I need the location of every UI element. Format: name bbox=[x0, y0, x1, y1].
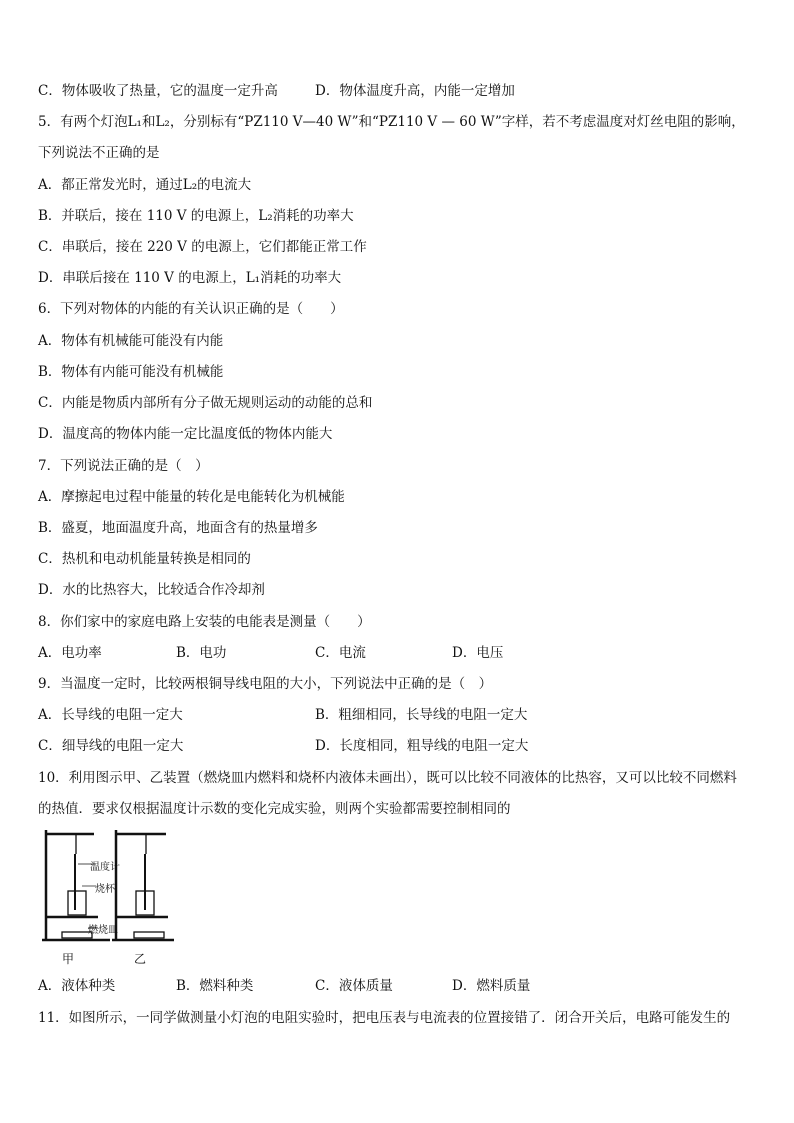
q6-option-d: D．温度高的物体内能一定比温度低的物体内能大 bbox=[38, 426, 333, 442]
q7-option-d: D．水的比热容大，比较适合作冷却剂 bbox=[38, 582, 265, 598]
q9-stem: 9．当温度一定时，比较两根铜导线电阻的大小，下列说法中正确的是（ ） bbox=[38, 676, 493, 692]
label-yi: 乙 bbox=[134, 952, 147, 966]
label-thermometer: 温度计 bbox=[90, 862, 120, 873]
q8-stem: 8．你们家中的家庭电路上安装的电能表是测量（ ） bbox=[38, 614, 371, 630]
q10-option-d: D．燃料质量 bbox=[452, 978, 531, 994]
q10-option-b: B．燃料种类 bbox=[176, 978, 254, 994]
q9-option-c: C．细导线的电阻一定大 bbox=[38, 738, 184, 754]
q10-stem-line1: 10．利用图示甲、乙装置（燃烧皿内燃料和烧杯内液体未画出），既可以比较不同液体的比热容，又可以比较不同燃料 bbox=[38, 770, 737, 786]
q10-option-c: C．液体质量 bbox=[315, 978, 393, 994]
q10-apparatus-drawing bbox=[38, 828, 178, 968]
q5-stem-line1: 5．有两个灯泡L₁和L₂，分别标有“PZ110 V—40 W”和“PZ110 V — 60 W”字样，若不考虑温度对灯丝电阻的影响， bbox=[38, 114, 745, 130]
q7-option-c: C．热机和电动机能量转换是相同的 bbox=[38, 551, 251, 567]
q5-option-c: C．串联后，接在 220 V 的电源上，它们都能正常工作 bbox=[38, 239, 367, 255]
q11-stem-line1: 11．如图所示，一同学做测量小灯泡的电阻实验时，把电压表与电流表的位置接错了．闭合开关后，电路可能发生的 bbox=[38, 1010, 731, 1026]
q5-option-b: B．并联后，接在 110 V 的电源上，L₂消耗的功率大 bbox=[38, 208, 354, 224]
q7-option-b: B．盛夏，地面温度升高，地面含有的热量增多 bbox=[38, 520, 318, 536]
q6-option-b: B．物体有内能可能没有机械能 bbox=[38, 364, 224, 380]
q7-stem: 7．下列说法正确的是（ ） bbox=[38, 458, 209, 474]
q10-apparatus-figure bbox=[38, 828, 178, 968]
q6-option-a: A．物体有机械能可能没有内能 bbox=[38, 333, 224, 349]
q9-option-b: B．粗细相同，长导线的电阻一定大 bbox=[315, 707, 528, 723]
q5-option-d: D．串联后接在 110 V 的电源上，L₁消耗的功率大 bbox=[38, 270, 342, 286]
label-burner: 燃烧皿 bbox=[88, 925, 118, 936]
q6-option-c: C．内能是物质内部所有分子做无规则运动的动能的总和 bbox=[38, 395, 373, 411]
q4-option-c: C．物体吸收了热量，它的温度一定升高 bbox=[38, 83, 278, 99]
label-beaker: 烧杯 bbox=[95, 884, 115, 895]
q8-option-b: B．电功 bbox=[176, 645, 227, 661]
q8-option-c: C．电流 bbox=[315, 645, 366, 661]
q5-option-a: A．都正常发光时，通过L₂的电流大 bbox=[38, 177, 252, 193]
q8-option-a: A．电功率 bbox=[38, 645, 102, 661]
q10-stem-line2: 的热值．要求仅根据温度计示数的变化完成实验，则两个实验都需要控制相同的 bbox=[38, 801, 511, 817]
label-jia: 甲 bbox=[62, 952, 75, 966]
q7-option-a: A．摩擦起电过程中能量的转化是电能转化为机械能 bbox=[38, 489, 345, 505]
q10-option-a: A．液体种类 bbox=[38, 978, 116, 994]
q9-option-a: A．长导线的电阻一定大 bbox=[38, 707, 183, 723]
q5-stem-line2: 下列说法不正确的是 bbox=[38, 145, 160, 161]
q9-option-d: D．长度相同，粗导线的电阻一定大 bbox=[315, 738, 529, 754]
q6-stem: 6．下列对物体的内能的有关认识正确的是（ ） bbox=[38, 301, 344, 317]
q8-option-d: D．电压 bbox=[452, 645, 504, 661]
q4-option-d: D．物体温度升高，内能一定增加 bbox=[315, 83, 515, 99]
